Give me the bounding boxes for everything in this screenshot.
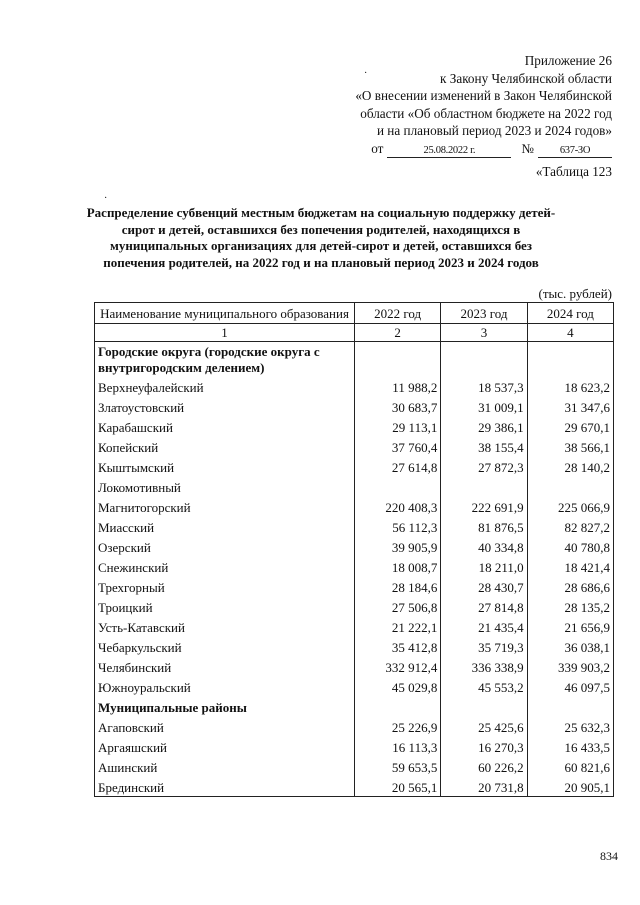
municipality-name: Магнитогорский [95,496,355,516]
page-number: 834 [600,849,618,863]
table-row [95,636,614,656]
municipality-name: Ашинский [95,756,355,776]
value-2024: 225 066,9 [527,496,613,516]
table-row [95,496,614,516]
table-row [95,716,614,736]
document-title: Распределение субвенций местным бюджетам на социальную поддержку детей-сирот и детей, оставшихся без попечения родителей, находящихся в муниципальных организациях для детей-сирот и детей, оставшихся без попечения родителей, на 2022 год и на плановый период 2023 и 2024 годов [86,205,556,270]
table-label: «Таблица 123 [535,164,612,179]
value-2023 [441,342,527,377]
header-2023: 2023 год [441,303,527,324]
value-2023: 28 430,7 [441,576,527,596]
value-2022: 25 226,9 [355,716,441,736]
column-index: 1 [95,324,355,342]
municipality-name: Брединский [95,776,355,797]
value-2022: 332 912,4 [355,656,441,676]
value-2022 [355,476,441,496]
value-2023: 31 009,1 [441,396,527,416]
value-2024: 38 566,1 [527,436,613,456]
municipality-name: Аргаяшский [95,736,355,756]
table-row [95,596,614,616]
value-2023: 20 731,8 [441,776,527,797]
municipality-name: Городские округа (городские округа с внутригородским делением) [95,342,355,377]
subvention-table [94,302,614,797]
value-2023: 18 537,3 [441,376,527,396]
table-row [95,456,614,476]
value-2022: 28 184,6 [355,576,441,596]
municipality-name: Озерский [95,536,355,556]
municipality-name: Муниципальные районы [95,696,355,716]
municipality-name: Троицкий [95,596,355,616]
value-2023: 45 553,2 [441,676,527,696]
value-2024: 82 827,2 [527,516,613,536]
table-row [95,656,614,676]
value-2024: 28 686,6 [527,576,613,596]
table-row [95,576,614,596]
value-2023: 21 435,4 [441,616,527,636]
value-2024: 21 656,9 [527,616,613,636]
law-number: 637-ЗО [538,145,612,158]
table-row [95,516,614,536]
value-2022: 20 565,1 [355,776,441,797]
value-2023: 16 270,3 [441,736,527,756]
value-2023: 81 876,5 [441,516,527,536]
value-2022: 11 988,2 [355,376,441,396]
value-2022: 35 412,8 [355,636,441,656]
value-2022 [355,696,441,716]
column-index: 3 [441,324,527,342]
signature-line [355,140,612,158]
table-row [95,676,614,696]
appendix-line: области «Об областном бюджете на 2022 год [360,105,612,121]
value-2023: 35 719,3 [441,636,527,656]
municipality-name: Верхнеуфалейский [95,376,355,396]
scan-dot: · [104,193,108,204]
value-2023: 27 814,8 [441,596,527,616]
table-row [95,436,614,456]
value-2023: 18 211,0 [441,556,527,576]
table-row [95,476,614,496]
column-index-row [95,324,614,342]
value-2022: 18 008,7 [355,556,441,576]
table-section-row [95,696,614,716]
value-2023: 40 334,8 [441,536,527,556]
municipality-name: Усть-Катавский [95,616,355,636]
number-label: № [521,140,534,156]
header-name: Наименование муниципального образования [95,303,355,324]
appendix-block [355,52,612,158]
value-2022 [355,342,441,377]
from-label: от [371,140,384,156]
value-2022: 37 760,4 [355,436,441,456]
municipality-name: Агаповский [95,716,355,736]
scan-dot: · [364,68,368,79]
value-2024: 18 623,2 [527,376,613,396]
value-2023 [441,696,527,716]
municipality-name: Снежинский [95,556,355,576]
table-row [95,556,614,576]
municipality-name: Кыштымский [95,456,355,476]
value-2024: 16 433,5 [527,736,613,756]
table-row [95,616,614,636]
value-2022: 21 222,1 [355,616,441,636]
table-row [95,776,614,797]
value-2024: 20 905,1 [527,776,613,797]
table-header-row [95,303,614,324]
table-row [95,536,614,556]
value-2024: 60 821,6 [527,756,613,776]
table-row [95,376,614,396]
value-2023: 38 155,4 [441,436,527,456]
table-row [95,756,614,776]
value-2024 [527,696,613,716]
value-2024: 40 780,8 [527,536,613,556]
value-2022: 59 653,5 [355,756,441,776]
value-2023: 336 338,9 [441,656,527,676]
appendix-line: к Закону Челябинской области [440,70,612,86]
value-2024: 36 038,1 [527,636,613,656]
municipality-name: Локомотивный [95,476,355,496]
value-2023: 27 872,3 [441,456,527,476]
municipality-name: Челябинский [95,656,355,676]
value-2024 [527,342,613,377]
value-2022: 29 113,1 [355,416,441,436]
value-2022: 45 029,8 [355,676,441,696]
municipality-name: Копейский [95,436,355,456]
value-2024: 28 135,2 [527,596,613,616]
value-2023: 25 425,6 [441,716,527,736]
value-2022: 220 408,3 [355,496,441,516]
law-date: 25.08.2022 г. [387,145,511,158]
appendix-line: и на плановый период 2023 и 2024 годов» [376,123,612,139]
value-2022: 27 506,8 [355,596,441,616]
value-2022: 39 905,9 [355,536,441,556]
value-2024: 46 097,5 [527,676,613,696]
value-2024: 29 670,1 [527,416,613,436]
header-2022: 2022 год [355,303,441,324]
value-2023: 222 691,9 [441,496,527,516]
value-2023 [441,476,527,496]
value-2022: 16 113,3 [355,736,441,756]
column-index: 4 [527,324,613,342]
municipality-name: Карабашский [95,416,355,436]
municipality-name: Златоустовский [95,396,355,416]
municipality-name: Южноуральский [95,676,355,696]
appendix-line: «О внесении изменений в Закон Челябинской [355,88,612,104]
value-2022: 27 614,8 [355,456,441,476]
value-2024: 339 903,2 [527,656,613,676]
header-2024: 2024 год [527,303,613,324]
value-2022: 30 683,7 [355,396,441,416]
table-row [95,416,614,436]
column-index: 2 [355,324,441,342]
value-2024: 25 632,3 [527,716,613,736]
value-2024: 31 347,6 [527,396,613,416]
value-2024: 28 140,2 [527,456,613,476]
appendix-line: Приложение 26 [524,53,612,68]
table-section-row [95,342,614,377]
value-2022: 56 112,3 [355,516,441,536]
municipality-name: Трехгорный [95,576,355,596]
value-2024: 18 421,4 [527,556,613,576]
units-label: (тыс. рублей) [538,286,612,301]
table-row [95,736,614,756]
municipality-name: Чебаркульский [95,636,355,656]
municipality-name: Миасский [95,516,355,536]
table-row [95,396,614,416]
value-2023: 60 226,2 [441,756,527,776]
value-2024 [527,476,613,496]
value-2023: 29 386,1 [441,416,527,436]
